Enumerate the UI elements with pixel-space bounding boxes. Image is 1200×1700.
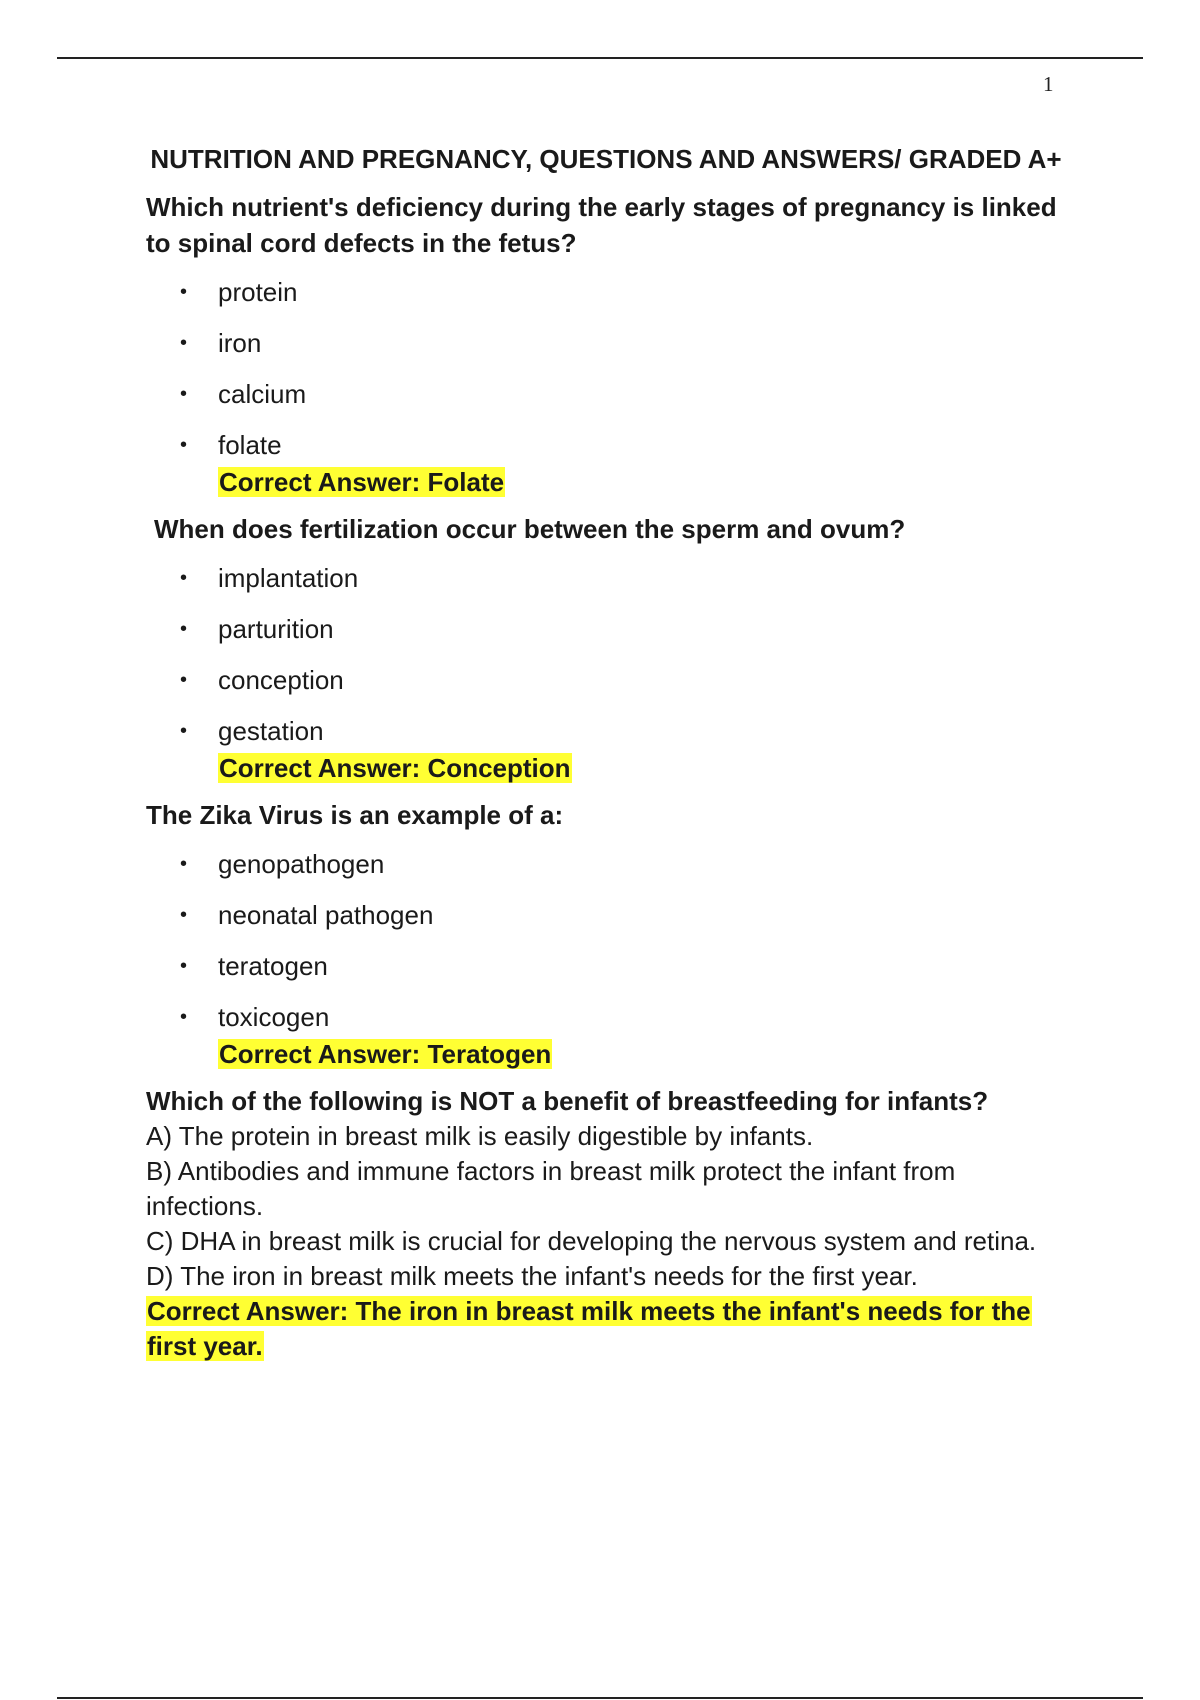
question-block [146, 797, 1066, 1076]
correct-answer [146, 465, 1066, 504]
answer-highlight: Correct Answer: The iron in breast milk meets the infant's needs for the first year. [147, 1296, 1031, 1361]
bullet-icon: • [180, 434, 188, 456]
option-item: • gestation [146, 711, 1066, 751]
options-list [146, 553, 1066, 751]
top-rule [57, 57, 1143, 59]
bullet-icon: • [180, 1006, 188, 1028]
choice-c: C) DHA in breast milk is crucial for developing the nervous system and retina. [146, 1226, 1037, 1256]
question-block [146, 511, 1066, 790]
bullet-icon: • [180, 383, 188, 405]
option-item: • parturition [146, 604, 1066, 655]
correct-answer [146, 751, 1066, 790]
choice-d: D) The iron in breast milk meets the infant's needs for the first year. [146, 1261, 918, 1291]
question-block [146, 1083, 1066, 1364]
option-item: • implantation [146, 553, 1066, 604]
option-item: • toxicogen [146, 997, 1066, 1037]
options-list [146, 839, 1066, 1037]
answer-highlight: Correct Answer: Teratogen [219, 1039, 552, 1069]
correct-answer [146, 1294, 1066, 1364]
correct-answer [146, 1037, 1066, 1076]
bullet-icon: • [180, 853, 188, 875]
bottom-rule [57, 1697, 1143, 1699]
choice-b: B) Antibodies and immune factors in breast milk protect the infant from infections. [146, 1156, 956, 1221]
question-text: Which nutrient's deficiency during the early stages of pregnancy is linked to spinal cord defects in the fetus? [146, 192, 1057, 258]
option-item: • calcium [146, 369, 1066, 420]
option-item: • teratogen [146, 941, 1066, 992]
answer-highlight: Correct Answer: Folate [219, 467, 505, 497]
bullet-icon: • [180, 281, 188, 303]
option-item: • genopathogen [146, 839, 1066, 890]
option-item: • folate [146, 425, 1066, 465]
option-item: • neonatal pathogen [146, 890, 1066, 941]
options-list [146, 267, 1066, 465]
bullet-icon: • [180, 904, 188, 926]
question-text: When does fertilization occur between the sperm and ovum? [154, 514, 906, 544]
bullet-icon: • [180, 720, 188, 742]
question-text: The Zika Virus is an example of a: [146, 800, 564, 830]
option-item: • protein [146, 267, 1066, 318]
bullet-icon: • [180, 955, 188, 977]
choice-a: A) The protein in breast milk is easily digestible by infants. [146, 1121, 814, 1151]
bullet-icon: • [180, 332, 188, 354]
document-body [146, 142, 1066, 1364]
option-item: • conception [146, 655, 1066, 706]
question-text: Which of the following is NOT a benefit of breastfeeding for infants? [146, 1086, 989, 1116]
page-number: 1 [1043, 72, 1054, 96]
bullet-icon: • [180, 669, 188, 691]
page-title: NUTRITION AND PREGNANCY, QUESTIONS AND ANSWERS/ GRADED A+ [150, 144, 1062, 174]
answer-highlight: Correct Answer: Conception [219, 753, 571, 783]
bullet-icon: • [180, 567, 188, 589]
option-item: • iron [146, 318, 1066, 369]
bullet-icon: • [180, 618, 188, 640]
question-block [146, 189, 1066, 504]
